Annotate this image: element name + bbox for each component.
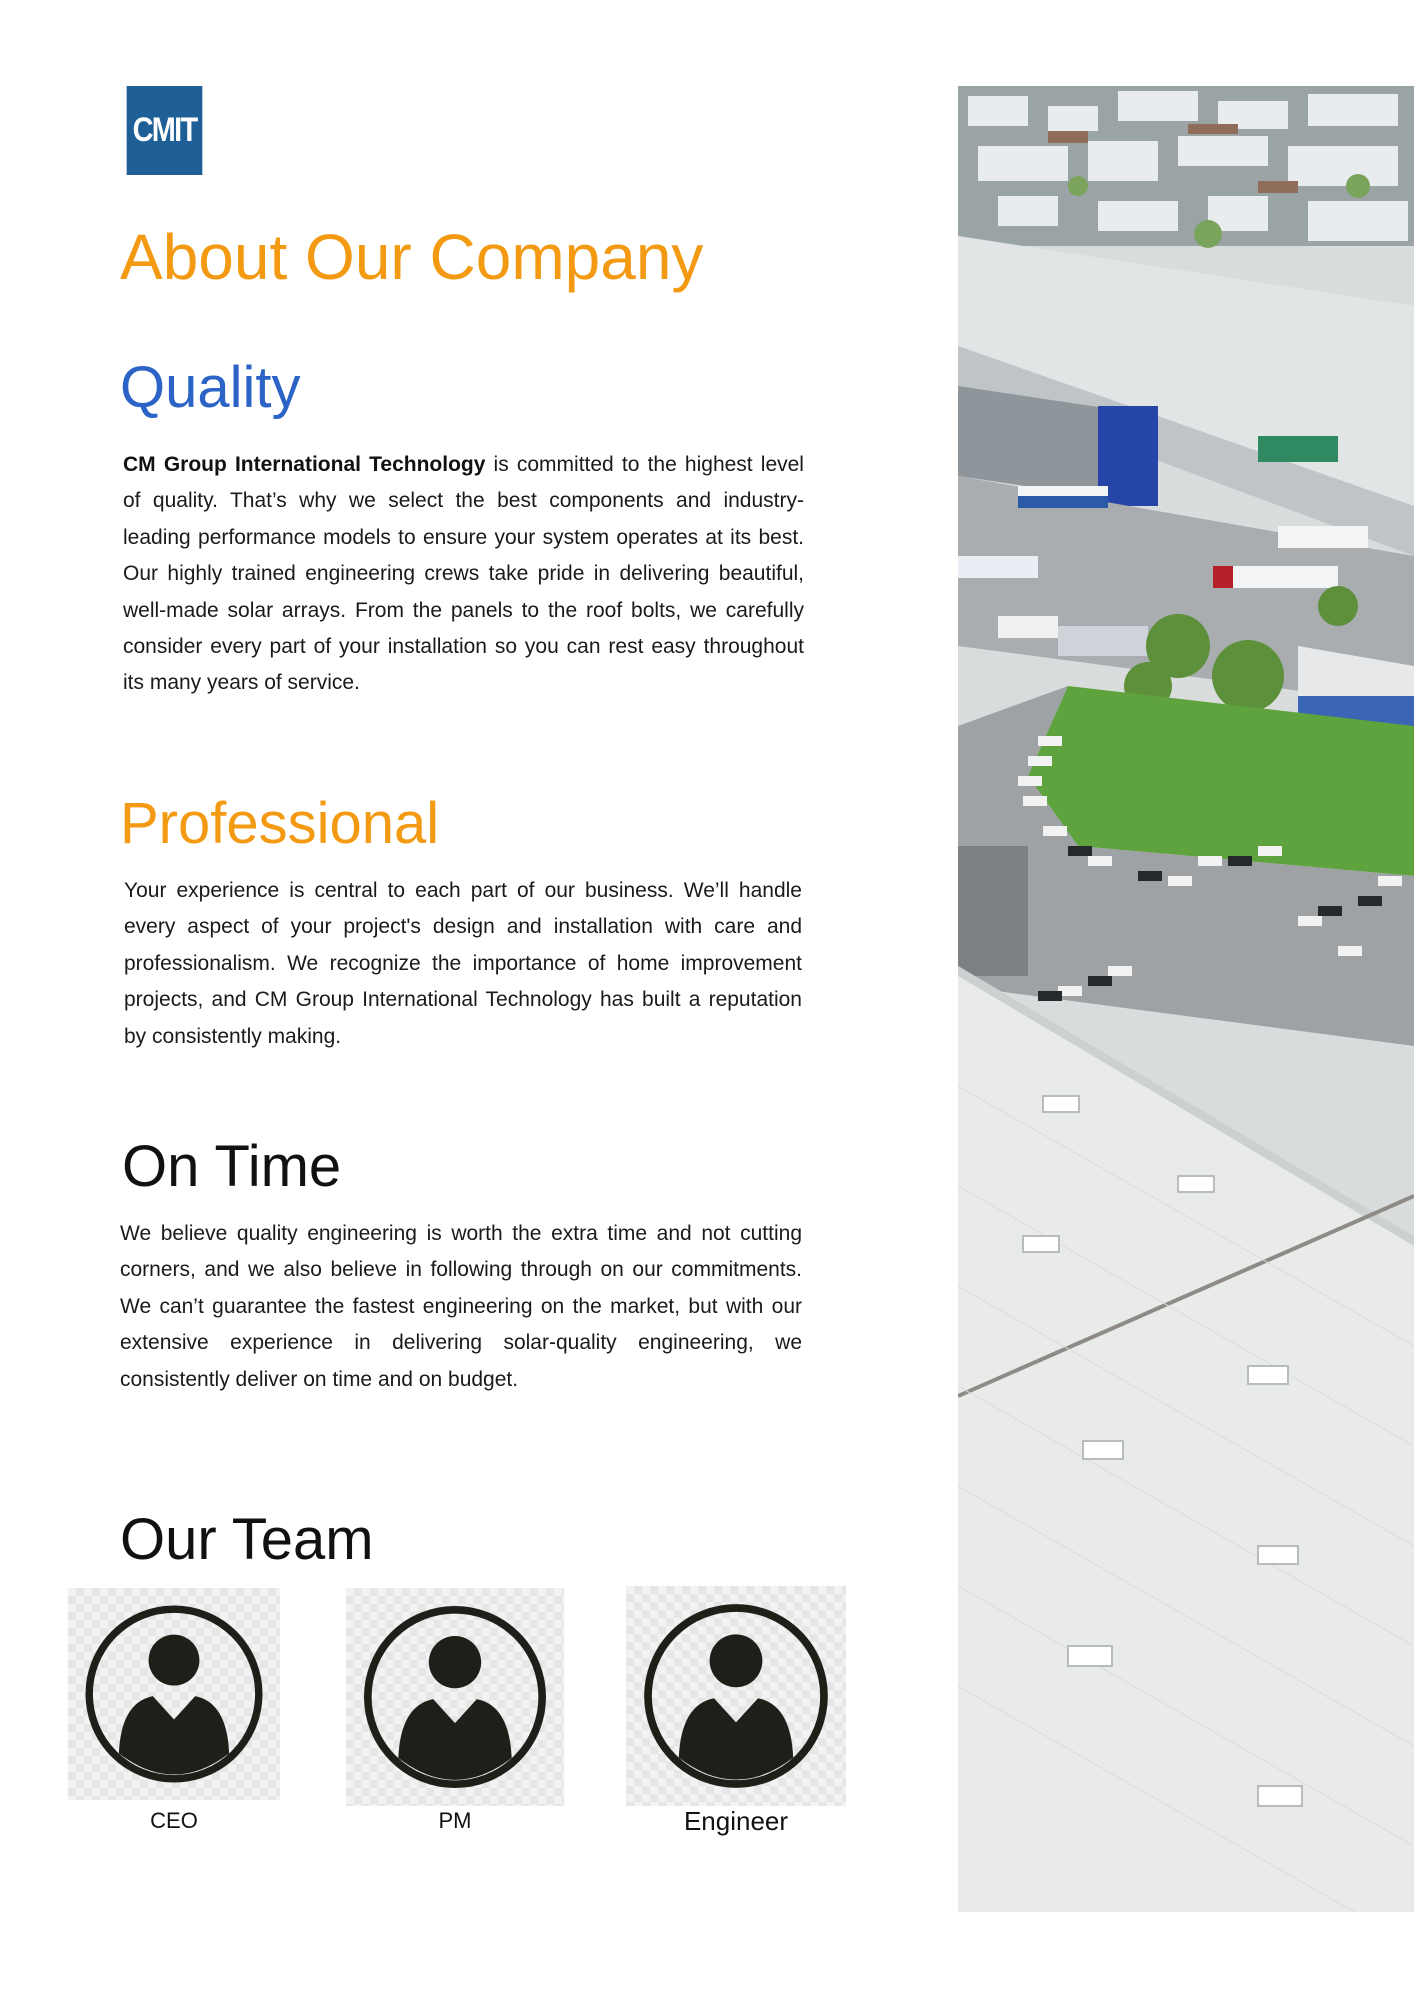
aerial-warehouse-photo bbox=[958, 86, 1414, 1912]
company-name: CM Group International Technology bbox=[123, 453, 486, 476]
user-avatar-icon bbox=[346, 1588, 564, 1806]
quality-text: is committed to the highest level of quality. That’s why we select the best components and industry-leading performance models to ensure your system operates at its best. Our highly trained engineering crews take pride in delivering beautiful, well-made solar arrays. From the panels to the roof bolts, we carefully consider every part of your installation so you can rest easy throughout its many years of service. bbox=[123, 453, 804, 695]
user-avatar-icon bbox=[626, 1586, 846, 1806]
team-role-label: Engineer bbox=[683, 1806, 789, 1836]
quality-paragraph bbox=[123, 447, 804, 702]
company-logo: CMIT bbox=[127, 86, 203, 175]
on-time-paragraph: We believe quality engineering is worth the extra time and not cutting corners, and we also believe in following through on our commitments. We can’t guarantee the fastest engineering on the market, but with our extensive experience in delivering solar-quality engineering, we consistently deliver on time and on budget. bbox=[120, 1222, 802, 1391]
team-role-label: CEO bbox=[150, 1808, 198, 1833]
professional-paragraph: Your experience is central to each part of our business. We’ll handle every aspect of your project's design and installation with care and professionalism. We recognize the importance of home improvement projects, and CM Group International Technology has built a reputation by consistently making. bbox=[124, 879, 802, 1048]
team-heading: Our Team bbox=[120, 1507, 374, 1572]
quality-heading: Quality bbox=[120, 355, 301, 420]
team-avatar-ceo bbox=[68, 1588, 280, 1800]
on-time-heading: On Time bbox=[122, 1134, 342, 1199]
team-role-label: PM bbox=[438, 1808, 472, 1833]
user-avatar-icon bbox=[68, 1588, 280, 1800]
team-avatar-engineer bbox=[626, 1586, 846, 1806]
page-title: About Our Company bbox=[120, 221, 704, 293]
team-avatar-pm bbox=[346, 1588, 564, 1806]
professional-heading: Professional bbox=[120, 791, 440, 856]
